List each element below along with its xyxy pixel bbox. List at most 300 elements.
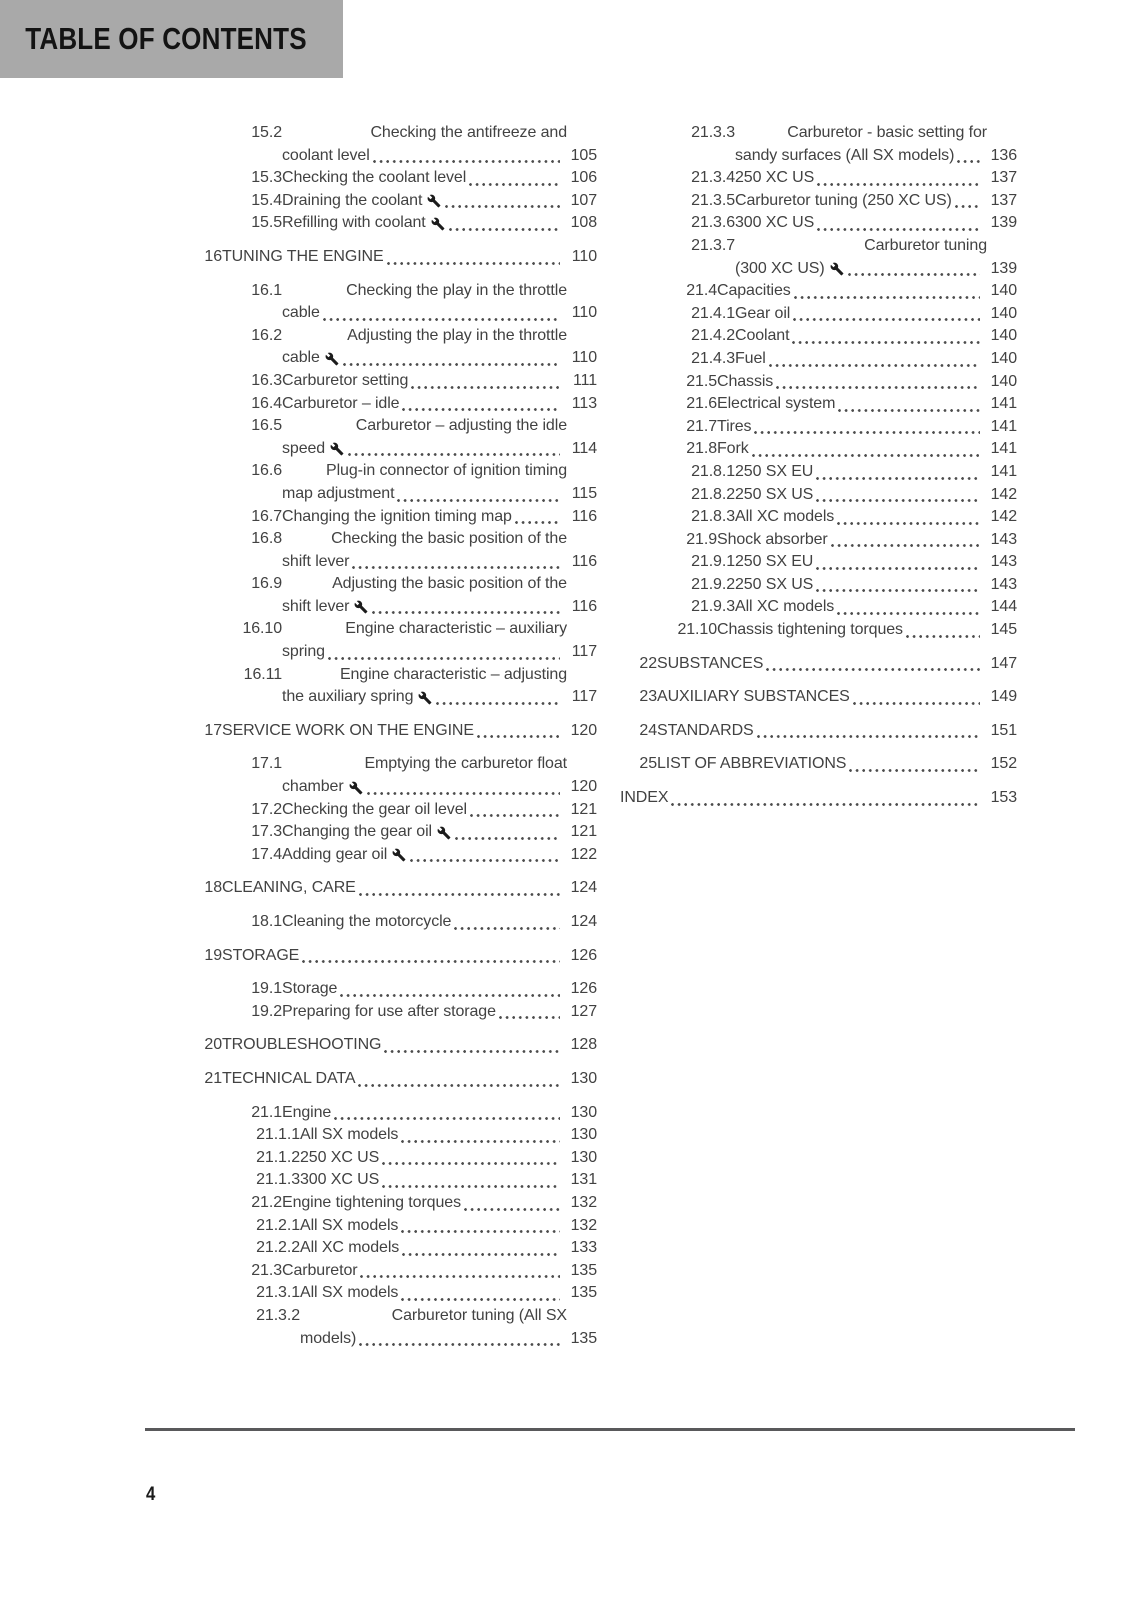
toc-entry-page: 136 (990, 146, 1017, 164)
toc-entry-title-line (282, 1192, 567, 1215)
toc-entry-number: 15.2 (251, 124, 282, 141)
toc-entry-page: 107 (570, 191, 597, 209)
toc-entry-title: 250 SX EU (735, 462, 814, 480)
toc-entry-title-line (282, 596, 567, 619)
toc-entry-title-line (222, 720, 567, 743)
toc-entry-number: 16.5 (251, 417, 282, 435)
toc-entry-title-line (735, 167, 987, 190)
toc-entry-page: 116 (571, 552, 597, 570)
dot-leader (952, 190, 987, 213)
wrench-icon (349, 781, 363, 795)
toc-entry-21.2.1 (185, 1215, 597, 1238)
toc-entry-title-line (717, 438, 987, 461)
toc-entry-title: map adjustment (282, 484, 395, 502)
toc-entry-number: 19 (204, 946, 222, 964)
dot-leader (813, 574, 987, 597)
toc-entry-index (620, 787, 1017, 810)
toc-entry-title: INDEX (620, 789, 669, 807)
toc-entry-body (282, 1192, 567, 1215)
toc-entry-17.2 (185, 799, 597, 822)
toc-entry-body (735, 303, 987, 326)
toc-entry-body (300, 1124, 567, 1147)
toc-entry-page: 115 (571, 484, 597, 502)
dot-leader (474, 720, 567, 743)
toc-entry-title: STANDARDS (657, 721, 754, 739)
toc-entry-title: CLEANING, CARE (222, 879, 356, 897)
dot-leader (766, 348, 987, 371)
toc-entry-title-line (657, 686, 987, 709)
toc-entry-title-line (735, 303, 987, 326)
toc-entry-page: 113 (571, 394, 597, 412)
toc-entry-16.10 (185, 618, 597, 663)
toc-entry-16 (185, 246, 597, 269)
dot-leader (461, 1192, 567, 1215)
toc-entry-title-line (282, 978, 567, 1001)
dot-leader (751, 416, 987, 439)
toc-entry-page: 137 (990, 169, 1017, 187)
toc-entry-title: speed (282, 439, 326, 457)
wrench-icon (354, 600, 368, 614)
toc-entry-number: 16.1 (251, 281, 282, 299)
toc-entry-number: 21.3.6 (691, 214, 735, 232)
toc-entry-title-line (282, 370, 567, 393)
toc-entry-21.10 (620, 619, 1017, 642)
toc-entry-page: 122 (570, 845, 597, 863)
toc-entry-page: 110 (571, 247, 597, 265)
toc-entry-title-line (282, 776, 567, 799)
toc-entry-title-line (717, 371, 987, 394)
toc-entry-title-line (735, 145, 987, 168)
wrench-icon (437, 826, 451, 840)
toc-entry-number: 17.2 (251, 800, 282, 818)
toc-entry-16.11 (185, 664, 597, 709)
toc-entry-title-line (735, 596, 987, 619)
toc-entry-17.4 (185, 844, 597, 867)
toc-entry-page: 140 (990, 304, 1017, 322)
toc-entry-title: 300 XC US (735, 214, 815, 232)
dot-leader (814, 167, 987, 190)
toc-entry-21 (185, 1068, 597, 1091)
toc-entry-21.3 (185, 1260, 597, 1283)
toc-entry-body (300, 1237, 567, 1260)
toc-entry-page: 127 (570, 1002, 597, 1020)
toc-entry-21.3.2 (185, 1305, 597, 1350)
toc-entry-title: Coolant (735, 327, 790, 345)
toc-entry-title-line (300, 1328, 567, 1351)
toc-entry-title: Adjusting the play in the throttle (347, 326, 567, 344)
toc-entry-21.3.7 (620, 235, 1017, 280)
toc-entry-title: LIST OF ABBREVIATIONS (657, 755, 847, 773)
toc-entry-16.9 (185, 573, 597, 618)
toc-entry-title-line (300, 1169, 567, 1192)
toc-entry-21.3.3 (620, 122, 1017, 167)
footer-rule (145, 1428, 1075, 1431)
toc-entry-number: 21.1 (251, 1103, 282, 1121)
toc-entry-number: 24 (639, 721, 657, 739)
toc-entry-page: 141 (990, 440, 1017, 458)
toc-entry-title: Changing the gear oil (282, 823, 433, 841)
toc-entry-number: 17 (204, 721, 222, 739)
toc-entry-title: shift lever (282, 552, 350, 570)
toc-entry-page: 121 (570, 823, 597, 841)
dot-leader (325, 641, 567, 664)
toc-entry-title: sandy surfaces (All SX models) (735, 146, 955, 164)
dot-leader (379, 1147, 567, 1170)
toc-entry-title: Engine (282, 1103, 332, 1121)
toc-entry-21.9.1 (620, 551, 1017, 574)
toc-entry-number: 21.8.3 (691, 508, 735, 526)
toc-entry-title: All SX models (300, 1284, 399, 1302)
toc-entry-title-line (717, 416, 987, 439)
toc-entry-title: All XC models (735, 508, 835, 526)
toc-entry-title: Emptying the carburetor float (364, 755, 567, 773)
dot-leader (835, 393, 987, 416)
toc-entry-title: TUNING THE ENGINE (222, 247, 384, 265)
toc-entry-21.4 (620, 280, 1017, 303)
dot-leader (668, 787, 987, 810)
toc-entry-title: Checking the gear oil level (282, 800, 467, 818)
toc-entry-number: 20 (204, 1036, 222, 1054)
toc-entry-number: 17.3 (251, 823, 282, 841)
dot-leader (398, 1282, 567, 1305)
toc-entry-title: Carburetor - basic setting for (787, 124, 987, 141)
toc-entry-21.8.2 (620, 484, 1017, 507)
toc-entry-body (282, 190, 567, 213)
toc-entry-title: 250 SX US (735, 575, 814, 593)
toc-entry-17 (185, 720, 597, 743)
dot-leader (331, 1102, 567, 1125)
toc-entry-number: 21.3.4 (691, 169, 735, 187)
wrench-icon (427, 194, 441, 208)
toc-entry-21.7 (620, 416, 1017, 439)
toc-entry-title: AUXILIARY SUBSTANCES (657, 688, 850, 706)
toc-entry-number: 21.1.1 (256, 1126, 300, 1144)
dot-leader (398, 1124, 567, 1147)
toc-entry-title-line (282, 302, 567, 325)
toc-entry-title-line (282, 190, 567, 213)
dot-leader (813, 484, 987, 507)
toc-entry-title-line (282, 1001, 567, 1024)
toc-entry-body (282, 506, 567, 529)
toc-entry-title: Checking the basic position of the (331, 530, 567, 548)
toc-entry-title: 250 SX EU (735, 553, 814, 571)
toc-entry-page: 140 (990, 282, 1017, 300)
toc-entry-page: 121 (570, 800, 597, 818)
toc-entry-number: 18 (204, 879, 222, 897)
toc-entry-title-line (282, 212, 567, 235)
toc-entry-number: 15.4 (251, 191, 282, 209)
wrench-icon (418, 691, 432, 705)
toc-entry-page: 114 (571, 439, 597, 457)
toc-entry-number: 21.4.2 (691, 327, 735, 345)
dot-leader (850, 686, 987, 709)
toc-entry-19.2 (185, 1001, 597, 1024)
toc-entry-title: 300 XC US (300, 1171, 380, 1189)
toc-entry-title-line (300, 1147, 567, 1170)
toc-entry-page: 126 (570, 980, 597, 998)
wrench-icon (431, 217, 445, 231)
toc-entry-body (735, 167, 987, 190)
toc-entry-number: 21.8 (686, 440, 717, 458)
toc-entry-body (282, 325, 567, 370)
dot-leader (496, 1001, 567, 1024)
toc-entry-title: 250 XC US (300, 1148, 380, 1166)
toc-entry-16.4 (185, 393, 597, 416)
toc-entry-number: 16.3 (251, 371, 282, 389)
toc-entry-page: 106 (570, 169, 597, 187)
toc-entry-title: chamber (282, 778, 344, 796)
toc-column-left (185, 122, 597, 1350)
toc-entry-page: 116 (571, 507, 597, 525)
toc-entry-title-line (657, 753, 987, 776)
toc-entry-23 (620, 686, 1017, 709)
dot-leader (407, 844, 567, 867)
toc-entry-title: TROUBLESHOOTING (222, 1036, 382, 1054)
toc-entry-number: 22 (639, 654, 657, 672)
toc-entry-15.5 (185, 212, 597, 235)
toc-entry-title: Checking the antifreeze and (370, 124, 567, 141)
toc-entry-title-line (735, 348, 987, 371)
toc-entry-page: 124 (570, 913, 597, 930)
toc-entry-title: Cleaning the motorcycle (282, 913, 452, 930)
toc-entry-title: Carburetor (282, 1261, 358, 1279)
toc-entry-page: 140 (990, 372, 1017, 390)
toc-entry-title-line (735, 212, 987, 235)
toc-entry-title-line (717, 619, 987, 642)
toc-entry-title-line (222, 1068, 567, 1091)
toc-entry-page: 137 (990, 191, 1017, 209)
dot-leader (846, 753, 987, 776)
toc-entry-title: Carburetor tuning (864, 236, 987, 254)
dot-leader (399, 1237, 567, 1260)
toc-entry-21.5 (620, 371, 1017, 394)
toc-entry-page: 143 (990, 575, 1017, 593)
toc-entry-page: 142 (990, 485, 1017, 503)
toc-entry-21.9.2 (620, 574, 1017, 597)
toc-entry-25 (620, 753, 1017, 776)
toc-entry-21.4.1 (620, 303, 1017, 326)
page-number: 4 (146, 1484, 156, 1505)
toc-entry-title: Checking the coolant level (282, 169, 467, 187)
toc-entry-19 (185, 945, 597, 968)
toc-entry-body (735, 122, 987, 167)
toc-entry-21.1.1 (185, 1124, 597, 1147)
toc-entry-title-line (282, 167, 567, 190)
dot-leader (814, 212, 987, 235)
toc-entry-21.8.1 (620, 461, 1017, 484)
toc-entry-title-line (735, 258, 987, 281)
toc-entry-number: 16.8 (251, 530, 282, 548)
dot-leader (394, 483, 567, 506)
toc-entry-body (222, 945, 567, 968)
toc-entry-24 (620, 720, 1017, 743)
toc-entry-title-line (735, 551, 987, 574)
toc-entry-15.3 (185, 167, 597, 190)
toc-entry-title: SERVICE WORK ON THE ENGINE (222, 721, 474, 739)
toc-entry-title: Chassis tightening torques (717, 621, 903, 639)
toc-entry-number: 16.4 (251, 394, 282, 412)
dot-leader (845, 258, 987, 281)
toc-entry-title: Capacities (717, 282, 791, 300)
table-of-contents (185, 122, 1017, 1350)
toc-entry-page: 143 (990, 553, 1017, 571)
toc-entry-page: 135 (570, 1329, 597, 1347)
toc-entry-title-line (282, 145, 567, 168)
toc-entry-number: 21 (204, 1069, 222, 1087)
toc-entry-title: Refilling with coolant (282, 214, 426, 232)
toc-entry-title: 250 XC US (735, 169, 815, 187)
toc-entry-page: 135 (570, 1284, 597, 1302)
toc-entry-number: 21.3.7 (691, 236, 735, 254)
page-title: TABLE OF CONTENTS (25, 21, 307, 56)
dot-leader (369, 596, 567, 619)
toc-entry-body (717, 529, 987, 552)
toc-entry-title-line (735, 506, 987, 529)
dot-leader (349, 551, 567, 574)
dot-leader (954, 145, 987, 168)
toc-entry-number: 19.2 (251, 1002, 282, 1020)
toc-entry-body (282, 415, 567, 460)
dot-leader (337, 978, 567, 1001)
toc-entry-title: Tires (717, 417, 752, 435)
toc-entry-21.4.3 (620, 348, 1017, 371)
toc-entry-body (717, 393, 987, 416)
toc-entry-title: Carburetor tuning (250 XC US) (735, 191, 952, 209)
toc-entry-20 (185, 1034, 597, 1057)
toc-entry-18 (185, 877, 597, 900)
toc-entry-page: 139 (990, 259, 1017, 277)
dot-leader (433, 686, 567, 709)
header-banner (0, 0, 343, 78)
toc-entry-page: 144 (990, 598, 1017, 616)
toc-entry-title-line (717, 280, 987, 303)
toc-entry-title-line (222, 877, 567, 900)
toc-entry-number: 21.9.1 (691, 553, 735, 571)
toc-entry-number: 21.1.2 (256, 1148, 300, 1166)
toc-entry-title: Gear oil (735, 304, 791, 322)
dot-leader (834, 506, 987, 529)
toc-entry-number: 16.2 (251, 326, 282, 344)
toc-entry-16.8 (185, 528, 597, 573)
toc-entry-page: 140 (990, 349, 1017, 367)
toc-entry-page: 142 (990, 508, 1017, 526)
wrench-icon (830, 262, 844, 276)
toc-entry-number: 21.3 (251, 1261, 282, 1279)
toc-entry-title: All SX models (300, 1126, 399, 1144)
toc-column-right (620, 122, 1017, 1350)
toc-entry-page: 143 (990, 530, 1017, 548)
wrench-icon (325, 352, 339, 366)
toc-entry-body (300, 1147, 567, 1170)
toc-entry-number: 19.1 (251, 980, 282, 998)
toc-entry-title: Checking the play in the throttle (346, 281, 567, 299)
toc-entry-body (282, 753, 567, 798)
toc-entry-body (282, 911, 567, 934)
toc-entry-title: Storage (282, 980, 338, 998)
toc-entry-body (282, 460, 567, 505)
dot-leader (789, 325, 987, 348)
dot-leader (773, 371, 987, 394)
toc-entry-page: 111 (572, 371, 597, 389)
toc-entry-21.9 (620, 529, 1017, 552)
toc-entry-body (282, 844, 567, 867)
toc-entry-21.4.2 (620, 325, 1017, 348)
dot-leader (379, 1169, 567, 1192)
toc-entry-title: Fork (717, 440, 749, 458)
toc-entry-number: 21.10 (677, 621, 717, 639)
dot-leader (749, 438, 987, 461)
toc-entry-title-line (300, 1124, 567, 1147)
toc-entry-title-line (282, 799, 567, 822)
dot-leader (834, 596, 987, 619)
toc-entry-page: 149 (990, 688, 1017, 706)
toc-entry-page: 130 (570, 1069, 597, 1087)
toc-entry-body (282, 799, 567, 822)
toc-entry-title-line (282, 347, 567, 370)
toc-entry-page: 105 (570, 146, 597, 164)
toc-entry-page: 128 (570, 1036, 597, 1054)
toc-entry-title-line (222, 1034, 567, 1057)
toc-entry-title-line (282, 1102, 567, 1125)
toc-entry-title: 250 SX US (735, 485, 814, 503)
dot-leader (446, 212, 567, 235)
toc-entry-number: 17.4 (251, 845, 282, 863)
toc-entry-title-line (282, 821, 567, 844)
toc-entry-title: Electrical system (717, 395, 836, 413)
toc-entry-title: SUBSTANCES (657, 654, 764, 672)
toc-entry-title-line (717, 393, 987, 416)
dot-leader (364, 776, 567, 799)
dot-leader (345, 438, 567, 461)
toc-entry-page: 151 (990, 721, 1017, 739)
toc-entry-title-line (282, 1260, 567, 1283)
toc-entry-title: All XC models (300, 1239, 400, 1257)
dot-leader (340, 347, 567, 370)
toc-entry-body (282, 978, 567, 1001)
toc-entry-title-line (282, 438, 567, 461)
toc-entry-number: 21.7 (686, 417, 717, 435)
toc-entry-title: the auxiliary spring (282, 688, 414, 706)
toc-entry-body (300, 1305, 567, 1350)
toc-entry-page: 116 (571, 597, 597, 615)
toc-entry-16.2 (185, 325, 597, 370)
toc-entry-title-line (657, 720, 987, 743)
toc-entry-page: 140 (990, 327, 1017, 345)
dot-leader (398, 1215, 567, 1238)
toc-entry-number: 21.3.3 (691, 124, 735, 141)
toc-entry-number: 21.3.2 (256, 1306, 300, 1324)
toc-entry-title: All SX models (300, 1216, 399, 1234)
toc-entry-title: Plug-in connector of ignition timing (326, 462, 567, 480)
wrench-icon (392, 848, 406, 862)
toc-entry-body (282, 280, 567, 325)
dot-leader (299, 945, 567, 968)
toc-entry-body (222, 1068, 567, 1091)
toc-entry-page: 141 (990, 395, 1017, 413)
toc-entry-page: 110 (571, 349, 597, 367)
toc-entry-number: 17.1 (251, 755, 282, 773)
toc-entry-number: 16.9 (251, 575, 282, 593)
toc-entry-18.1 (185, 911, 597, 934)
toc-entry-number: 21.3.5 (691, 191, 735, 209)
toc-entry-title-line (735, 484, 987, 507)
toc-entry-body (657, 686, 987, 709)
toc-entry-17.1 (185, 753, 597, 798)
toc-entry-number: 16 (204, 247, 222, 265)
dot-leader (356, 877, 567, 900)
toc-entry-title: TECHNICAL DATA (222, 1069, 356, 1087)
toc-entry-page: 120 (570, 778, 597, 796)
